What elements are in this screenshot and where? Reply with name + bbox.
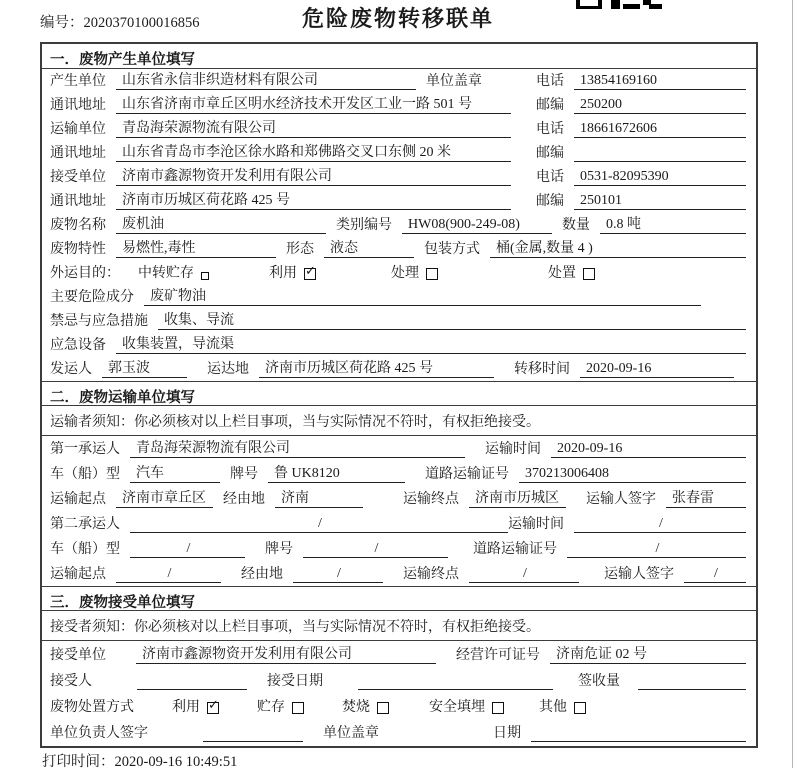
disposal-option-store [257, 696, 304, 716]
row-head-signature [42, 719, 756, 745]
address-value: 山东省青岛市李沧区徐水路和郑佛路交叉口东侧 20 米 [116, 141, 511, 162]
row-producer [42, 69, 756, 93]
checkbox-icon [574, 702, 586, 714]
row-emergency-measures [42, 309, 756, 333]
transfer-time-label: 转移时间 [514, 362, 570, 377]
plate1-label: 牌号 [230, 467, 258, 482]
transporter-label: 运输单位 [50, 122, 106, 137]
phone-value: 13854169160 [574, 73, 746, 90]
packing-label: 包装方式 [424, 242, 480, 257]
row-waste-name [42, 213, 756, 237]
form-value: 液态 [324, 237, 414, 258]
purpose-label: 外运目的： [50, 266, 120, 281]
option-label: 其他 [539, 700, 567, 715]
form-label: 形态 [286, 242, 314, 257]
print-time-value: 2020-09-16 10:49:51 [114, 754, 238, 768]
head-sign-label: 单位负责人签字 [50, 726, 148, 741]
phone-label: 电话 [536, 122, 564, 137]
row-emergency-equipment [42, 333, 756, 357]
option-label: 利用 [172, 700, 200, 715]
via1-value: 济南 [275, 487, 363, 508]
accept-date-value [358, 674, 553, 690]
via1-label: 经由地 [223, 492, 265, 507]
category-label: 类别编号 [336, 218, 392, 233]
doc-number-label: 编号： [40, 15, 84, 31]
purpose-option-treat [391, 262, 438, 282]
checkbox-icon [492, 702, 504, 714]
row-carrier2 [42, 511, 756, 536]
destination-value: 济南市历城区荷花路 425 号 [259, 357, 494, 378]
vehicle1-value: 汽车 [130, 462, 220, 483]
acceptor-label: 接受人 [50, 674, 92, 689]
zip-value: 250200 [574, 97, 746, 114]
row-transporter [42, 117, 756, 141]
transfer-time-value: 2020-09-16 [580, 361, 734, 378]
receiver-notice: 接受者须知：你必须核对以上栏目事项，当与实际情况不符时，有权拒绝接受。 [42, 611, 756, 641]
shipper-label: 发运人 [50, 362, 92, 377]
phone-label: 电话 [536, 170, 564, 185]
end2-label: 运输终点 [403, 567, 459, 582]
checkbox-icon [377, 702, 389, 714]
character-value: 易燃性,毒性 [116, 237, 276, 258]
sign2-value: / [684, 566, 746, 583]
option-label: 利用 [269, 266, 297, 281]
row-receiver [42, 165, 756, 189]
via2-value: / [293, 566, 383, 583]
disposal-option-incinerate [342, 696, 389, 716]
end1-label: 运输终点 [403, 492, 459, 507]
row-route1 [42, 486, 756, 511]
phone-label: 电话 [536, 74, 564, 89]
checkbox-icon [304, 268, 316, 280]
emergency-label: 禁忌与应急措施 [50, 314, 148, 329]
destination-label: 运达地 [207, 362, 249, 377]
row-hazard-component [42, 285, 756, 309]
print-time [42, 750, 237, 768]
disposal-label: 废物处置方式 [50, 700, 134, 715]
purpose-option-use [269, 262, 316, 282]
waste-name-label: 废物名称 [50, 218, 106, 233]
character-label: 废物特性 [50, 242, 106, 257]
row-acceptor [42, 667, 756, 693]
license2-label: 道路运输证号 [473, 542, 557, 557]
sign1-label: 运输人签字 [586, 492, 656, 507]
permit-label: 经营许可证号 [456, 648, 540, 663]
page-title: 危险废物转移联单 [301, 6, 494, 31]
time1-label: 运输时间 [485, 442, 541, 457]
phone-value: 18661672606 [574, 121, 746, 138]
zip-label: 邮编 [536, 146, 564, 161]
option-label: 处置 [548, 266, 576, 281]
hazard-label: 主要危险成分 [50, 290, 134, 305]
accept-unit-label: 接受单位 [50, 648, 106, 663]
option-label: 焚烧 [342, 700, 370, 715]
via2-label: 经由地 [241, 567, 283, 582]
section3-header: 三．废物接受单位填写 [42, 586, 756, 611]
option-label: 贮存 [257, 700, 285, 715]
quantity-value: 0.8 吨 [600, 213, 746, 234]
row-transfer-purpose [42, 261, 756, 285]
origin2-value: / [116, 566, 221, 583]
vehicle1-label: 车（船）型 [50, 467, 120, 482]
checkbox-icon [207, 702, 219, 714]
section2-header: 二．废物运输单位填写 [42, 381, 756, 406]
address-value: 济南市历城区荷花路 425 号 [116, 189, 511, 210]
carrier1-label: 第一承运人 [50, 442, 120, 457]
license1-label: 道路运输证号 [425, 467, 509, 482]
accept-unit-value: 济南市鑫源物资开发利用有限公司 [136, 643, 436, 664]
checkbox-icon [292, 702, 304, 714]
sign-qty-value [638, 674, 746, 690]
vehicle2-label: 车（船）型 [50, 542, 120, 557]
print-time-label: 打印时间： [42, 754, 115, 768]
page-edge-divider [792, 0, 793, 768]
vehicle2-value: / [130, 541, 245, 558]
unit-seal-label: 单位盖章 [426, 74, 482, 89]
unit-seal-label: 单位盖章 [323, 726, 379, 741]
receiver-label: 接受单位 [50, 170, 106, 185]
row-route2 [42, 561, 756, 586]
receiver-value: 济南市鑫源物资开发利用有限公司 [116, 165, 511, 186]
doc-number-value: 2020370100016856 [83, 15, 200, 31]
option-label: 处理 [391, 266, 419, 281]
row-carrier1 [42, 436, 756, 461]
category-value: HW08(900-249-08) [402, 217, 552, 234]
date-label: 日期 [493, 726, 521, 741]
zip-label: 邮编 [536, 98, 564, 113]
option-label: 中转贮存 [138, 266, 194, 281]
producer-value: 山东省永信非织造材料有限公司 [116, 69, 416, 90]
checkbox-icon [426, 268, 438, 280]
waste-name-value: 废机油 [116, 213, 326, 234]
equipment-label: 应急设备 [50, 338, 106, 353]
accept-date-label: 接受日期 [267, 674, 323, 689]
emergency-value: 收集、导流 [158, 309, 746, 330]
address-label: 通讯地址 [50, 146, 106, 161]
acceptor-value [137, 674, 247, 690]
option-label: 安全填埋 [429, 700, 485, 715]
disposal-option-landfill [429, 696, 504, 716]
license1-value: 370213006408 [519, 466, 746, 483]
sign2-label: 运输人签字 [604, 567, 674, 582]
disposal-option-other [539, 696, 586, 716]
manifest-form-table [40, 42, 758, 748]
origin2-label: 运输起点 [50, 567, 106, 582]
row-producer-address [42, 93, 756, 117]
address-label: 通讯地址 [50, 98, 106, 113]
row-vehicle1 [42, 461, 756, 486]
row-waste-character [42, 237, 756, 261]
plate2-label: 牌号 [265, 542, 293, 557]
section1-header: 一．废物产生单位填写 [42, 44, 756, 69]
carrier2-value: / [130, 516, 508, 533]
phone-value: 0531-82095390 [574, 169, 746, 186]
origin1-value: 济南市章丘区 [116, 487, 213, 508]
plate1-value: 鲁 UK8120 [268, 462, 405, 483]
date-value [531, 726, 746, 742]
quantity-label: 数量 [562, 218, 590, 233]
row-transporter-address [42, 141, 756, 165]
end2-value: / [469, 566, 579, 583]
row-disposal-method [42, 693, 756, 719]
sign1-value: 张春雷 [666, 487, 746, 508]
row-accept-unit [42, 641, 756, 667]
sign-qty-label: 签收量 [578, 674, 620, 689]
row-vehicle2 [42, 536, 756, 561]
end1-value: 济南市历城区 [469, 487, 566, 508]
transporter-value: 青岛海荣源物流有限公司 [116, 117, 511, 138]
hazard-value: 废矿物油 [144, 285, 701, 306]
license2-value: / [567, 541, 746, 558]
carrier2-label: 第二承运人 [50, 517, 120, 532]
purpose-option-dispose [548, 262, 595, 282]
checkbox-icon [201, 272, 209, 280]
packing-value: 桶(金属,数量 4 ) [490, 237, 746, 258]
time2-value: / [574, 516, 746, 533]
time2-label: 运输时间 [508, 517, 564, 532]
carrier1-value: 青岛海荣源物流有限公司 [130, 437, 465, 458]
row-receiver-address [42, 189, 756, 213]
row-shipper [42, 357, 756, 381]
head-sign-value [203, 726, 303, 742]
address-value: 山东省济南市章丘区明水经济技术开发区工业一路 501 号 [116, 93, 511, 114]
shipper-value: 郭玉波 [102, 357, 187, 378]
plate2-value: / [303, 541, 448, 558]
permit-value: 济南危证 02 号 [550, 643, 746, 664]
checkbox-icon [583, 268, 595, 280]
equipment-value: 收集装置，导流渠 [116, 333, 746, 354]
producer-label: 产生单位 [50, 74, 106, 89]
disposal-option-use [172, 696, 219, 716]
time1-value: 2020-09-16 [551, 441, 746, 458]
zip-value [574, 146, 746, 162]
transporter-notice: 运输者须知：你必须核对以上栏目事项，当与实际情况不符时，有权拒绝接受。 [42, 406, 756, 436]
purpose-option-storage [138, 262, 209, 282]
zip-value: 250101 [574, 193, 746, 210]
zip-label: 邮编 [536, 194, 564, 209]
address-label: 通讯地址 [50, 194, 106, 209]
origin1-label: 运输起点 [50, 492, 106, 507]
